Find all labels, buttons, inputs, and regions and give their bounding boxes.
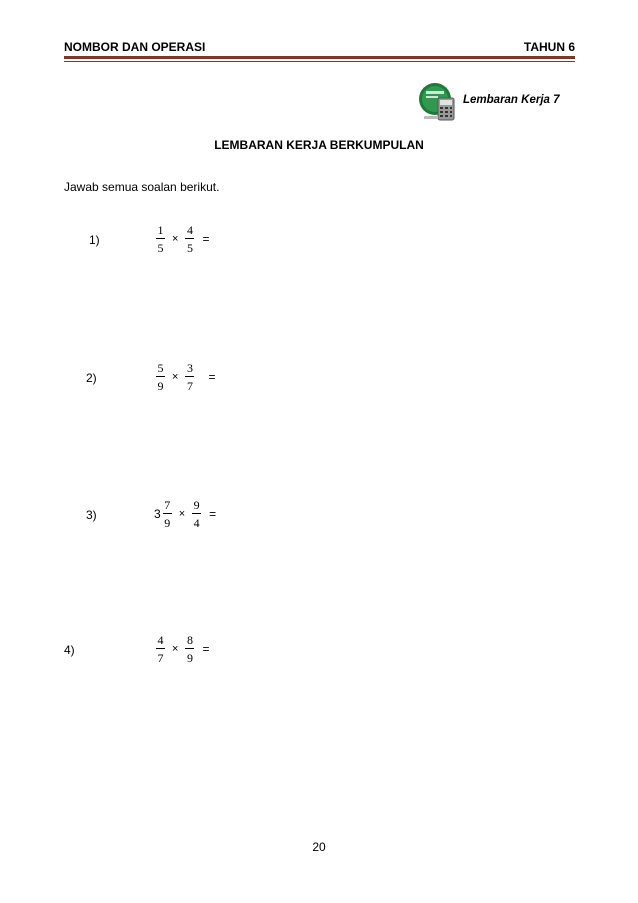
numerator: 3 <box>186 361 193 375</box>
question-1-expression <box>156 224 209 254</box>
denominator: 4 <box>193 516 200 530</box>
denominator: 5 <box>186 241 193 255</box>
equals-sign: = <box>208 370 216 384</box>
question-4-label: 4) <box>64 643 75 657</box>
header-rule-thick <box>64 56 575 59</box>
page-number: 20 <box>312 840 326 854</box>
header-rule-thin <box>64 61 575 62</box>
instruction-text: Jawab semua soalan berikut. <box>64 180 220 194</box>
question-4-expression <box>156 634 209 664</box>
multiply-operator: × <box>172 371 179 383</box>
denominator: 7 <box>186 379 193 393</box>
equals-sign: = <box>202 642 210 656</box>
multiply-operator: × <box>178 508 186 520</box>
equals-sign: = <box>209 507 217 521</box>
denominator: 7 <box>157 651 164 665</box>
question-3-expression <box>154 499 216 529</box>
question-1-label: 1) <box>89 233 100 247</box>
equals-sign: = <box>202 232 210 246</box>
denominator: 5 <box>157 241 164 255</box>
numerator: 4 <box>186 223 193 237</box>
denominator: 9 <box>164 516 171 530</box>
denominator: 9 <box>186 651 193 665</box>
fraction <box>185 634 194 664</box>
numerator: 8 <box>186 633 193 647</box>
question-2-label: 2) <box>86 371 97 385</box>
fraction <box>156 634 165 664</box>
numerator: 5 <box>157 361 164 375</box>
worksheet-label: Lembaran Kerja 7 <box>463 94 560 106</box>
numerator: 4 <box>157 633 164 647</box>
fraction <box>156 224 165 254</box>
fraction <box>156 362 165 392</box>
header-subject: NOMBOR DAN OPERASI <box>64 40 206 54</box>
fraction <box>163 499 172 529</box>
fraction <box>185 224 194 254</box>
numerator: 9 <box>193 498 200 512</box>
question-3-label: 3) <box>86 508 97 522</box>
multiply-operator: × <box>172 643 179 655</box>
whole-number: 3 <box>154 507 161 521</box>
fraction <box>185 362 194 392</box>
multiply-operator: × <box>172 233 179 245</box>
numerator: 7 <box>164 498 171 512</box>
calculator-worksheet-icon <box>418 82 458 122</box>
denominator: 9 <box>157 379 164 393</box>
question-2-expression <box>156 362 215 392</box>
fraction <box>192 499 201 529</box>
numerator: 1 <box>157 223 164 237</box>
page-title: LEMBARAN KERJA BERKUMPULAN <box>214 138 424 152</box>
header-year: TAHUN 6 <box>523 40 575 54</box>
